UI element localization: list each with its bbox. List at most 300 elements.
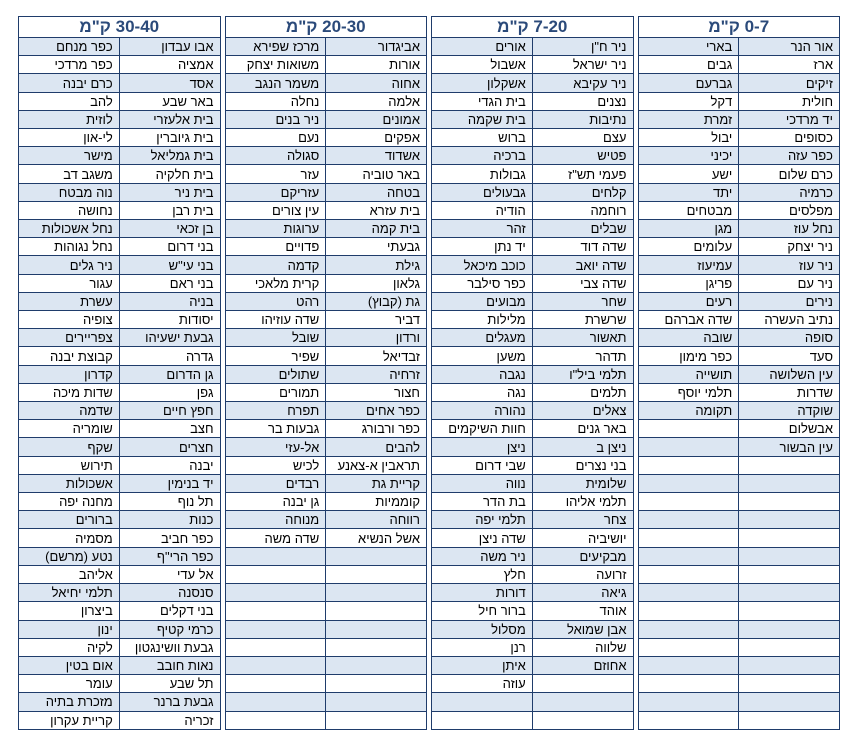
settlement-cell: גבעות בר	[225, 420, 326, 438]
column-gap	[427, 74, 432, 92]
column-gap	[633, 165, 638, 183]
settlement-cell: אמונים	[326, 110, 427, 128]
column-gap	[220, 165, 225, 183]
settlement-cell: בית ניר	[119, 183, 220, 201]
settlement-cell: יתד	[638, 183, 739, 201]
settlement-cell	[739, 493, 840, 511]
settlement-cell: סנסנה	[119, 584, 220, 602]
settlement-cell: בטחה	[326, 183, 427, 201]
table-row	[19, 74, 840, 92]
table-row	[19, 620, 840, 638]
header-row	[19, 17, 840, 38]
settlement-cell: קבוצת יבנה	[19, 347, 120, 365]
settlement-cell: קדמה	[225, 256, 326, 274]
table-row	[19, 565, 840, 583]
settlement-cell: באר טוביה	[326, 165, 427, 183]
settlement-cell	[638, 656, 739, 674]
settlement-cell: עגור	[19, 274, 120, 292]
settlement-cell: נטע (מרשם)	[19, 547, 120, 565]
settlement-cell: יסודות	[119, 311, 220, 329]
column-gap	[220, 420, 225, 438]
settlement-cell: סופה	[739, 329, 840, 347]
column-gap	[633, 365, 638, 383]
settlement-cell: צאלים	[532, 402, 633, 420]
settlement-cell: תלמי יוסף	[638, 383, 739, 401]
settlement-cell: תקומה	[638, 402, 739, 420]
settlement-cell	[739, 693, 840, 711]
table-row	[19, 493, 840, 511]
column-gap	[633, 274, 638, 292]
column-gap	[427, 529, 432, 547]
settlement-cell: עמיעוז	[638, 256, 739, 274]
settlement-cell: מסלול	[432, 620, 533, 638]
settlement-cell: שדה אברהם	[638, 311, 739, 329]
settlement-cell: שובל	[225, 329, 326, 347]
settlement-cell: בית עזרא	[326, 201, 427, 219]
settlement-cell: תושייה	[638, 365, 739, 383]
settlement-cell: בית חלקיה	[119, 165, 220, 183]
settlement-cell: גת (קבוץ)	[326, 292, 427, 310]
column-gap	[633, 38, 638, 56]
settlement-cell: אשדוד	[326, 147, 427, 165]
settlement-cell: ניר עם	[739, 274, 840, 292]
column-gap	[427, 129, 432, 147]
column-gap	[427, 56, 432, 74]
column-gap	[220, 438, 225, 456]
settlement-cell	[432, 711, 533, 729]
settlement-cell	[638, 529, 739, 547]
settlement-cell: כפר אחים	[326, 402, 427, 420]
settlement-cell: תלמי יפה	[432, 511, 533, 529]
column-gap	[633, 129, 638, 147]
settlement-cell: שדרות	[739, 383, 840, 401]
column-gap	[633, 656, 638, 674]
settlement-cell: עין צורים	[225, 201, 326, 219]
column-gap	[633, 456, 638, 474]
settlement-cell	[739, 474, 840, 492]
column-gap	[220, 274, 225, 292]
column-gap	[220, 147, 225, 165]
settlement-cell: רבדים	[225, 474, 326, 492]
settlement-cell	[638, 511, 739, 529]
column-gap	[220, 256, 225, 274]
settlement-cell: ניר גלים	[19, 256, 120, 274]
settlement-cell: שבלים	[532, 220, 633, 238]
settlement-cell: אשבול	[432, 56, 533, 74]
settlement-cell: נירים	[739, 292, 840, 310]
column-gap	[633, 311, 638, 329]
column-gap	[427, 220, 432, 238]
settlement-cell	[432, 693, 533, 711]
settlement-cell	[739, 711, 840, 729]
column-gap	[427, 547, 432, 565]
settlement-cell: אמציה	[119, 56, 220, 74]
settlement-cell	[638, 675, 739, 693]
settlement-cell: בית גמליאל	[119, 147, 220, 165]
column-gap	[220, 474, 225, 492]
column-gap	[633, 383, 638, 401]
settlement-cell: אליהב	[19, 565, 120, 583]
settlement-cell	[532, 693, 633, 711]
settlement-cell: תירוש	[19, 456, 120, 474]
settlement-cell	[638, 565, 739, 583]
column-gap	[633, 292, 638, 310]
settlement-cell	[326, 584, 427, 602]
table-row	[19, 38, 840, 56]
settlement-cell	[326, 656, 427, 674]
settlement-cell: מבקיעים	[532, 547, 633, 565]
settlement-cell: ישע	[638, 165, 739, 183]
settlement-cell: אחוה	[326, 74, 427, 92]
settlement-cell: מסמיה	[19, 529, 120, 547]
column-gap	[633, 147, 638, 165]
header-20-30km: 20-30 ק"מ	[225, 17, 427, 38]
column-gap	[633, 693, 638, 711]
settlement-cell: ניר יצחק	[739, 238, 840, 256]
column-gap	[220, 92, 225, 110]
settlement-cell: כרם יבנה	[19, 74, 120, 92]
column-gap	[427, 693, 432, 711]
settlement-cell: רווחה	[326, 511, 427, 529]
settlement-cell: דביר	[326, 311, 427, 329]
settlement-cell: איתן	[432, 656, 533, 674]
settlement-cell: עשרת	[19, 292, 120, 310]
settlement-cell: גילת	[326, 256, 427, 274]
settlement-cell	[225, 711, 326, 729]
column-gap	[633, 201, 638, 219]
settlement-cell: גן יבנה	[225, 493, 326, 511]
settlement-cell	[739, 638, 840, 656]
settlement-cell: מבטחים	[638, 201, 739, 219]
settlement-cell: אל-עזי	[225, 438, 326, 456]
settlement-cell: תראבין א-צאנע	[326, 456, 427, 474]
settlement-cell: ערוגות	[225, 220, 326, 238]
settlement-cell: אבן שמואל	[532, 620, 633, 638]
settlement-cell: דקל	[638, 92, 739, 110]
settlement-cell: נחל נגוהות	[19, 238, 120, 256]
settlement-cell: רהט	[225, 292, 326, 310]
settlement-cell: באר גנים	[532, 420, 633, 438]
settlement-cell	[638, 493, 739, 511]
settlement-cell: להב	[19, 92, 120, 110]
table-row	[19, 656, 840, 674]
column-gap	[220, 129, 225, 147]
settlement-cell: מחנה יפה	[19, 493, 120, 511]
column-gap	[427, 292, 432, 310]
settlement-cell: כרמי קטיף	[119, 620, 220, 638]
settlement-cell: ניר עקיבא	[532, 74, 633, 92]
settlement-cell: אשקלון	[432, 74, 533, 92]
settlement-cell: לקיה	[19, 638, 120, 656]
settlement-cell: שוקדה	[739, 402, 840, 420]
column-gap	[633, 438, 638, 456]
settlement-cell: עזריקם	[225, 183, 326, 201]
settlement-cell: בני נצרים	[532, 456, 633, 474]
header-7-20km: 7-20 ק"מ	[432, 17, 634, 38]
column-gap	[427, 238, 432, 256]
column-gap	[220, 238, 225, 256]
settlement-cell: יבול	[638, 129, 739, 147]
settlement-cell: גדרה	[119, 347, 220, 365]
column-gap	[427, 147, 432, 165]
header-30-40km: 30-40 ק"מ	[19, 17, 221, 38]
settlement-cell	[739, 602, 840, 620]
column-gap	[220, 675, 225, 693]
settlement-cell	[638, 711, 739, 729]
settlement-cell	[225, 547, 326, 565]
settlement-cell: ניצן ב	[532, 438, 633, 456]
table-row	[19, 584, 840, 602]
settlement-cell	[638, 638, 739, 656]
settlement-cell: נחל עוז	[739, 220, 840, 238]
settlement-cell: נהורה	[432, 402, 533, 420]
column-gap	[633, 511, 638, 529]
column-gap	[220, 638, 225, 656]
settlement-cell	[739, 511, 840, 529]
column-gap	[633, 493, 638, 511]
settlement-cell: כפר הרי"ף	[119, 547, 220, 565]
table-row	[19, 675, 840, 693]
column-gap	[633, 602, 638, 620]
settlement-cell: תלמים	[532, 383, 633, 401]
settlement-cell: ארז	[739, 56, 840, 74]
settlement-cell	[739, 547, 840, 565]
settlement-cell: קריית עקרון	[19, 711, 120, 729]
settlement-cell: אוהד	[532, 602, 633, 620]
settlement-cell: זיקים	[739, 74, 840, 92]
column-gap	[633, 474, 638, 492]
settlement-cell: גפן	[119, 383, 220, 401]
settlement-cell: יכיני	[638, 147, 739, 165]
column-gap	[427, 110, 432, 128]
column-gap	[633, 529, 638, 547]
settlement-cell: רנן	[432, 638, 533, 656]
settlement-cell: מפלסים	[739, 201, 840, 219]
settlement-cell: אבשלום	[739, 420, 840, 438]
settlement-cell: חצב	[119, 420, 220, 438]
column-gap	[633, 565, 638, 583]
settlement-cell: גבעתי	[326, 238, 427, 256]
table-row	[19, 92, 840, 110]
settlement-cell: נווה	[432, 474, 533, 492]
settlement-cell	[326, 620, 427, 638]
settlement-cell: באר שבע	[119, 92, 220, 110]
settlement-cell: צופיה	[19, 311, 120, 329]
column-gap	[633, 110, 638, 128]
column-gap	[633, 220, 638, 238]
settlement-cell: דורות	[432, 584, 533, 602]
column-gap	[220, 565, 225, 583]
settlement-cell: גן הדרום	[119, 365, 220, 383]
settlement-cell: ניצן	[432, 438, 533, 456]
settlement-cell: עוזה	[432, 675, 533, 693]
settlement-cell: שדה עוזיהו	[225, 311, 326, 329]
settlement-cell: בית אלעזרי	[119, 110, 220, 128]
settlement-cell: כרם שלום	[739, 165, 840, 183]
settlement-cell: נגבה	[432, 365, 533, 383]
settlement-cell: כסופים	[739, 129, 840, 147]
settlement-cell: רוחמה	[532, 201, 633, 219]
settlement-cell: חוות השיקמים	[432, 420, 533, 438]
settlement-cell	[225, 638, 326, 656]
settlement-cell	[638, 602, 739, 620]
settlement-cell: כפר חביב	[119, 529, 220, 547]
settlement-cell: עין הבשור	[739, 438, 840, 456]
table-row	[19, 693, 840, 711]
settlement-cell: יד מרדכי	[739, 110, 840, 128]
settlement-cell: לי-און	[19, 129, 120, 147]
table-row	[19, 420, 840, 438]
settlement-cell	[739, 620, 840, 638]
settlement-cell: תלמי ביל"ו	[532, 365, 633, 383]
settlement-cell	[326, 547, 427, 565]
settlement-cell: ניר בנים	[225, 110, 326, 128]
settlement-cell	[326, 711, 427, 729]
settlement-cell: שלומית	[532, 474, 633, 492]
settlement-cell: בני עי"ש	[119, 256, 220, 274]
settlement-cell: אחוזם	[532, 656, 633, 674]
settlement-cell: נגה	[432, 383, 533, 401]
column-gap	[220, 220, 225, 238]
settlement-cell	[739, 456, 840, 474]
settlement-cell: קלחים	[532, 183, 633, 201]
settlement-cell: חצור	[326, 383, 427, 401]
settlement-cell: גבולות	[432, 165, 533, 183]
table-row	[19, 311, 840, 329]
column-gap	[633, 238, 638, 256]
column-gap	[427, 438, 432, 456]
settlement-cell: ניר ח"ן	[532, 38, 633, 56]
settlement-cell: משואות יצחק	[225, 56, 326, 74]
settlement-cell: שובה	[638, 329, 739, 347]
settlement-cell: ורדון	[326, 329, 427, 347]
settlement-cell: גבעת ישעיהו	[119, 329, 220, 347]
column-gap	[427, 711, 432, 729]
column-gap	[427, 402, 432, 420]
column-gap	[427, 638, 432, 656]
column-gap	[633, 638, 638, 656]
table-row	[19, 56, 840, 74]
settlement-cell	[225, 656, 326, 674]
table-row	[19, 474, 840, 492]
settlement-cell: זמרת	[638, 110, 739, 128]
column-gap	[633, 584, 638, 602]
settlement-cell: כפר סילבר	[432, 274, 533, 292]
settlement-cell	[326, 693, 427, 711]
settlement-cell: עומר	[19, 675, 120, 693]
settlement-cell: שומריה	[19, 420, 120, 438]
column-gap	[220, 74, 225, 92]
settlement-cell: שדה משה	[225, 529, 326, 547]
column-gap	[427, 92, 432, 110]
settlement-cell	[739, 656, 840, 674]
settlement-cell: תפרח	[225, 402, 326, 420]
settlement-cell: כפר עזה	[739, 147, 840, 165]
settlement-cell: פריגן	[638, 274, 739, 292]
settlement-cell: נחלה	[225, 92, 326, 110]
settlement-cell	[225, 565, 326, 583]
settlement-cell	[532, 675, 633, 693]
column-gap	[427, 474, 432, 492]
settlement-cell: שדמה	[19, 402, 120, 420]
settlement-cell: שדה דוד	[532, 238, 633, 256]
settlement-cell: אביגדור	[326, 38, 427, 56]
settlement-cell	[638, 438, 739, 456]
settlement-cell: נצנים	[532, 92, 633, 110]
table-row	[19, 383, 840, 401]
column-gap	[427, 620, 432, 638]
settlement-cell	[739, 584, 840, 602]
settlement-cell: ינון	[19, 620, 120, 638]
settlement-cell: אפקים	[326, 129, 427, 147]
settlement-cell	[638, 620, 739, 638]
settlement-cell: אורות	[326, 56, 427, 74]
settlement-cell: מזכרת בתיה	[19, 693, 120, 711]
table-row	[19, 292, 840, 310]
column-gap	[220, 584, 225, 602]
column-gap	[220, 402, 225, 420]
settlement-cell: אלמה	[326, 92, 427, 110]
settlement-cell: נחל אשכולות	[19, 220, 120, 238]
settlement-cell: כפר מימון	[638, 347, 739, 365]
column-gap	[633, 347, 638, 365]
settlement-cell: זרחיה	[326, 365, 427, 383]
settlement-cell: כנות	[119, 511, 220, 529]
settlement-cell	[326, 602, 427, 620]
settlement-cell: משמר הנגב	[225, 74, 326, 92]
column-gap	[633, 56, 638, 74]
settlement-cell: חצרים	[119, 438, 220, 456]
settlement-cell: בית גיוברין	[119, 129, 220, 147]
column-gap	[427, 383, 432, 401]
settlement-cell: להבים	[326, 438, 427, 456]
settlement-cell: בארי	[638, 38, 739, 56]
settlement-cell: שחר	[532, 292, 633, 310]
table-row	[19, 456, 840, 474]
settlement-cell: שדה ניצן	[432, 529, 533, 547]
table-row	[19, 529, 840, 547]
column-gap	[427, 365, 432, 383]
column-gap	[633, 620, 638, 638]
column-gap	[220, 183, 225, 201]
column-gap	[220, 511, 225, 529]
settlement-cell	[638, 547, 739, 565]
settlement-cell: אשל הנשיא	[326, 529, 427, 547]
settlement-cell: קדרון	[19, 365, 120, 383]
table-row	[19, 638, 840, 656]
settlement-cell	[532, 711, 633, 729]
settlement-cell: מעגלים	[432, 329, 533, 347]
column-gap	[220, 365, 225, 383]
settlement-cell: כפר ורבורג	[326, 420, 427, 438]
settlement-cell: גלאון	[326, 274, 427, 292]
settlement-cell: גבעולים	[432, 183, 533, 201]
settlement-cell: בניה	[119, 292, 220, 310]
column-gap	[220, 529, 225, 547]
settlement-cell: שדה צבי	[532, 274, 633, 292]
column-gap	[220, 620, 225, 638]
settlement-cell	[225, 584, 326, 602]
table-row	[19, 147, 840, 165]
column-gap	[427, 274, 432, 292]
settlement-cell: בני דרום	[119, 238, 220, 256]
settlement-cell: תלמי אליהו	[532, 493, 633, 511]
settlement-cell: יושיביה	[532, 529, 633, 547]
header-0-7km: 0-7 ק"מ	[638, 17, 840, 38]
column-gap	[633, 547, 638, 565]
table-row	[19, 110, 840, 128]
column-gap	[220, 201, 225, 219]
